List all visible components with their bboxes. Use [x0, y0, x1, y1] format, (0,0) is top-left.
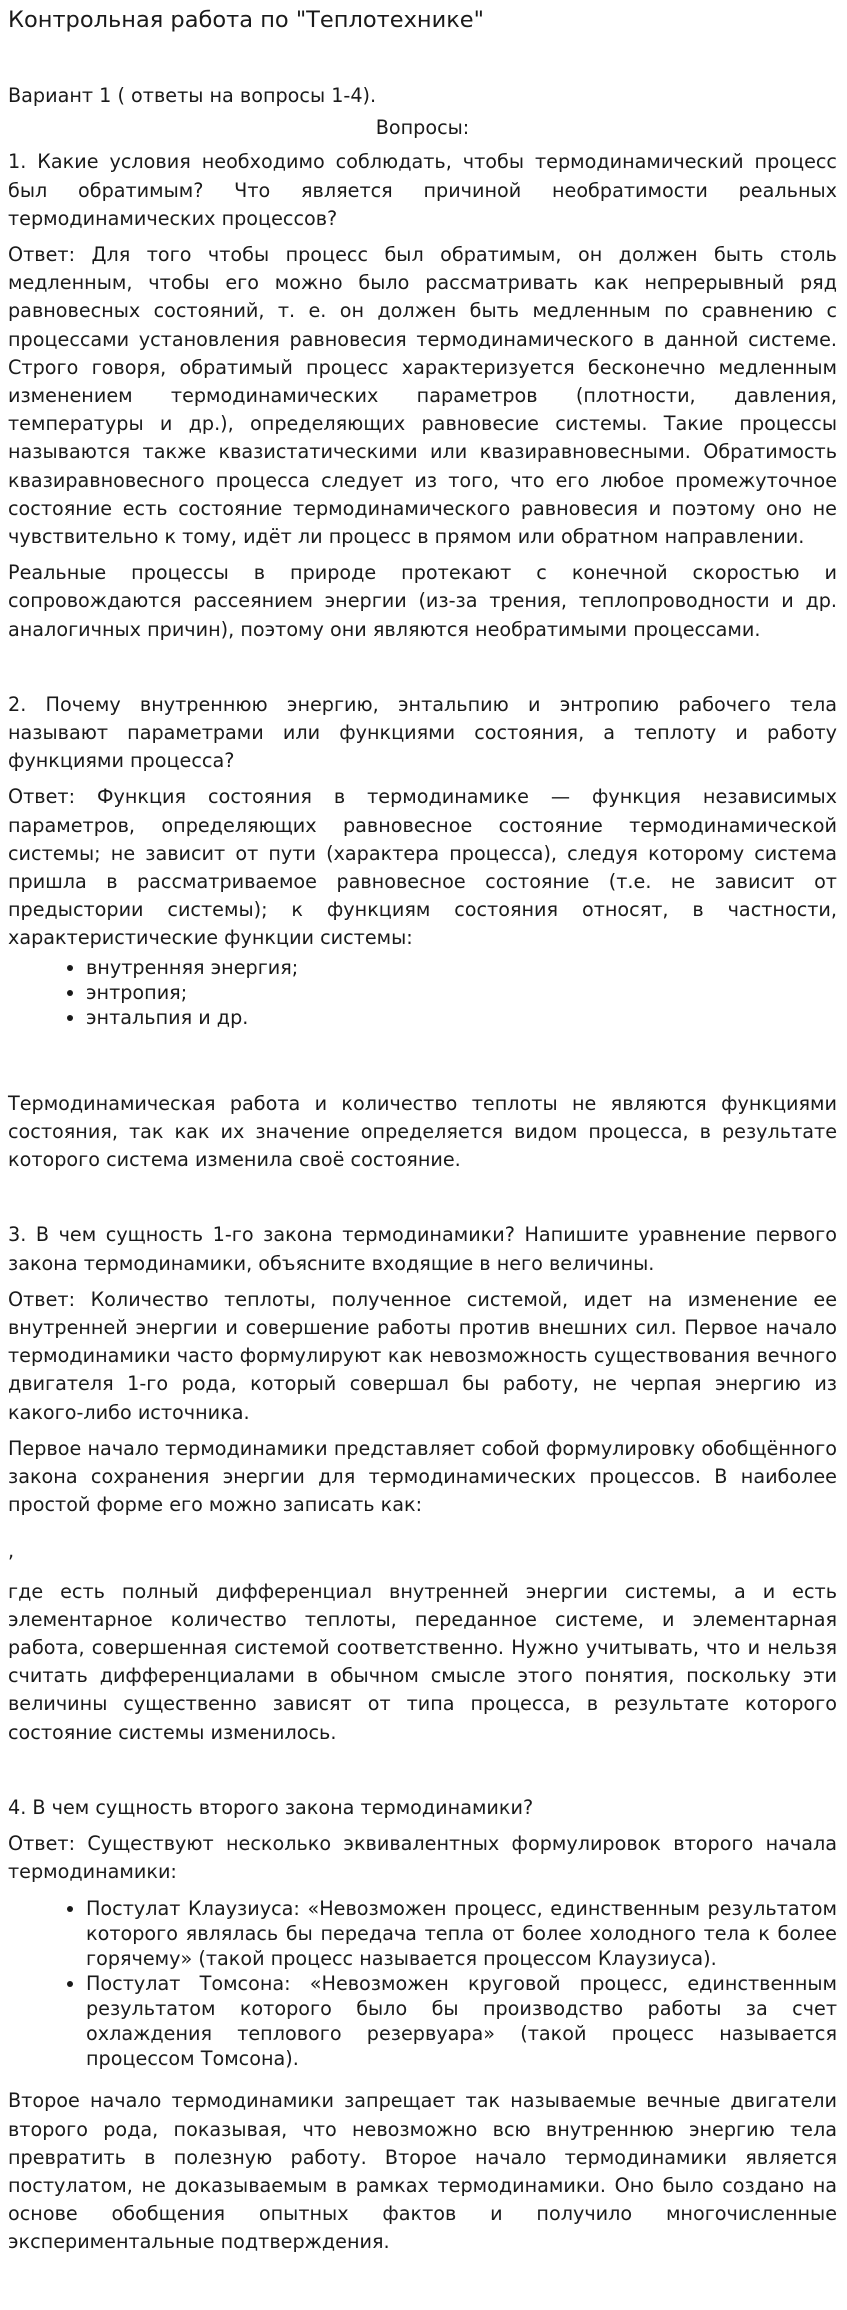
list-item: • Постулат Томсона: «Невозможен круговой процесс, единственным результатом которого было бы производство работы за счет охлаждения теплового резервуара» (такой процесс называется процессом Томсона). — [86, 1971, 837, 2071]
answer-3-paragraph-1: Ответ: Количество теплоты, полученное системой, идет на изменение ее внутренней энергии и совершение работы против внешних сил. Первое начало термодинамики часто формулируют как невозможность существования вечного двигателя 1-го рода, который совершал бы работу, не черпая энергию из какого-либо источника. — [8, 1287, 837, 1424]
question-4: 4. В чем сущность второго закона термодинамики? — [8, 1795, 534, 1819]
list-item: • внутренняя энергия; — [86, 955, 837, 980]
formulations-list — [8, 1896, 837, 2071]
question-2: 2. Почему внутреннюю энергию, энтальпию и энтропию рабочего тела называют параметрами или функциями состояния, а теплоту и работу функциями процесса? — [8, 692, 837, 773]
list-item: • энтальпия и др. — [86, 1005, 837, 1030]
questions-heading: Вопросы: — [375, 116, 470, 140]
answer-2-paragraph-2: Термодинамическая работа и количество теплоты не являются функциями состояния, так как их значение определяется видом процесса, в результате которого система изменила своё состояние. — [8, 1091, 837, 1172]
answer-4-paragraph-1: Ответ: Существуют несколько эквивалентных формулировок второго начала термодинамики: — [8, 1831, 837, 1884]
document-title: Контрольная работа по "Теплотехнике" — [8, 7, 484, 33]
answer-2-paragraph-1: Ответ: Функция состояния в термодинамике — функция независимых параметров, определяющих равновесное состояние термодинамической системы; не зависит от пути (характера процесса), следуя которому система пришла в рассматриваемое равновесное состояние (т.е. не зависит от предыстории системы); к функциям состояния относят, в частности, характеристические функции системы: — [8, 785, 837, 950]
list-item: • Постулат Клаузиуса: «Невозможен процесс, единственным результатом которого являлась бы передача тепла от более холодного тела к более горячему» (такой процесс называется процессом Клаузиуса). — [86, 1896, 837, 1971]
answer-1-paragraph-1: Ответ: Для того чтобы процесс был обратимым, он должен быть столь медленным, чтобы его можно было рассматривать как непрерывный ряд равновесных состояний, т. е. он должен быть медленным по сравнению с процессами установления равновесия термодинамического в данной системе. Строго говоря, обратимый процесс характеризуется бесконечно медленным изменением термодинамических параметров (плотности, давления, температуры и др.), определяющих равновесие системы. Такие процессы называются также квазистатическими или квазиравновесными. Обратимость квазиравновесного процесса следует из того, что его любое промежуточное состояние есть состояние термодинамического равновесия и поэтому оно не чувствительно к тому, идёт ли процесс в прямом или обратном направлении. — [8, 243, 837, 549]
variant-line: Вариант 1 ( ответы на вопросы 1-4). — [8, 84, 377, 107]
answer-1-paragraph-2: Реальные процессы в природе протекают с конечной скоростью и сопровождаются рассеянием энергии (из-за трения, теплопроводности и др. аналогичных причин), поэтому они являются необратимыми процессами. — [8, 561, 837, 641]
document-page — [0, 4, 847, 2257]
question-1: 1. Какие условия необходимо соблюдать, чтобы термодинамический процесс был обратимым? Что является причиной необратимости реальных термодинамических процессов? — [8, 150, 837, 230]
answer-4-paragraph-2: Второе начало термодинамики запрещает так называемые вечные двигатели второго рода, показывая, что невозможно всю внутреннюю энергию тела превратить в полезную работу. Второе начало термодинамики является постулатом, не доказываемым в рамках термодинамики. Оно было создано на основе обобщения опытных фактов и получило многочисленные экспериментальные подтверждения. — [8, 2089, 837, 2254]
formula-placeholder: , — [8, 1539, 15, 1563]
list-item: • энтропия; — [86, 980, 837, 1005]
state-functions-list — [8, 955, 837, 1030]
answer-3-paragraph-3: где есть полный дифференциал внутренней энергии системы, а и есть элементарное количество теплоты, переданное системе, и элементарная работа, совершенная системой соответственно. Нужно учитывать, что и нельзя считать дифференциалами в обычном смысле этого понятия, поскольку эти величины существенно зависят от типа процесса, в результате которого состояние системы изменилось. — [8, 1579, 837, 1744]
answer-3-paragraph-2: Первое начало термодинамики представляет собой формулировку обобщённого закона сохранения энергии для термодинамических процессов. В наиболее простой форме его можно записать как: — [8, 1436, 837, 1517]
question-3: 3. В чем сущность 1-го закона термодинамики? Напишите уравнение первого закона термодинамики, объясните входящие в него величины. — [8, 1223, 837, 1275]
